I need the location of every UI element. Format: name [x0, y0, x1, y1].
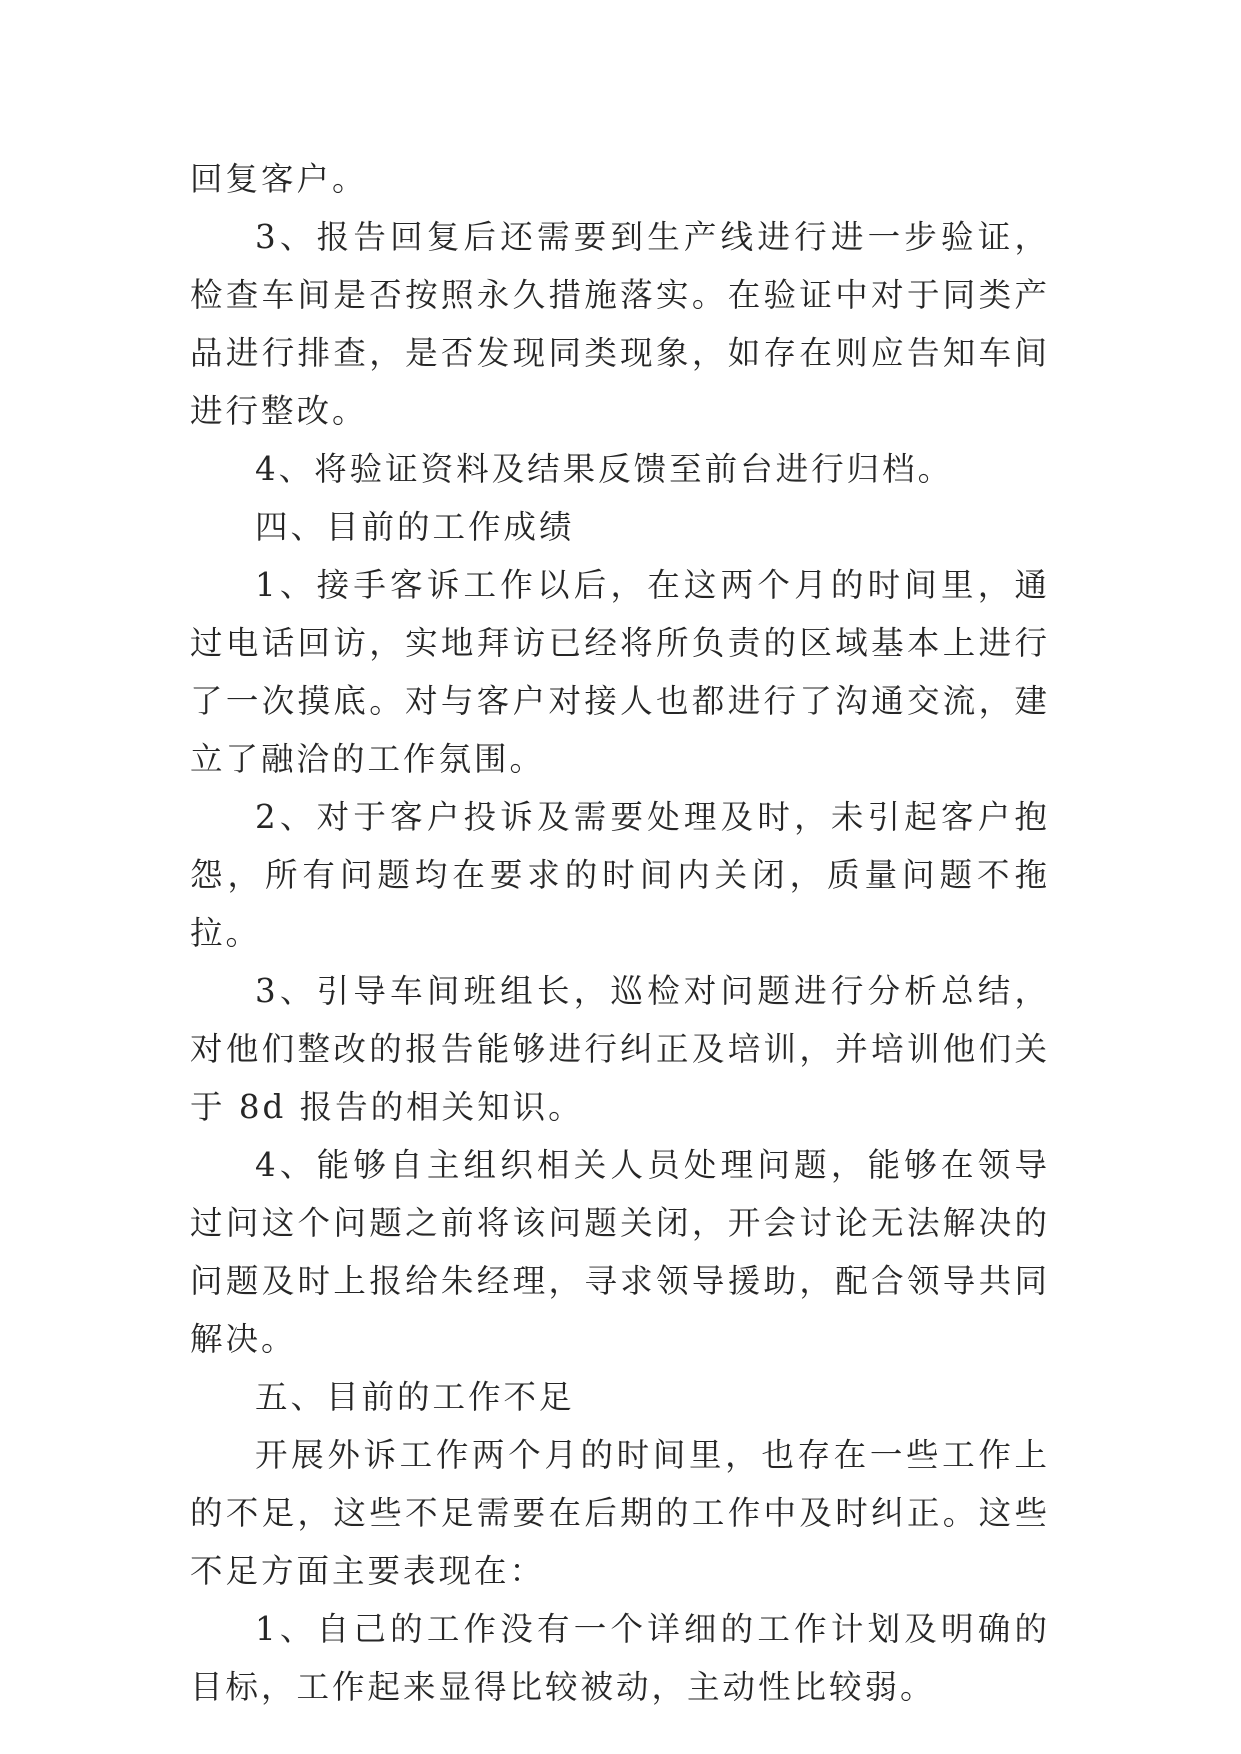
- section-heading-shortcomings: 五、目前的工作不足: [255, 1378, 575, 1416]
- paragraph-shortcoming-1: 1、自己的工作没有一个详细的工作计划及明确的目标，工作起来显得比较被动，主动性比较弱。: [190, 1610, 1050, 1706]
- paragraph-achievement-4: 4、能够自主组织相关人员处理问题，能够在领导过问这个问题之前将该问题关闭，开会讨论无法解决的问题及时上报给朱经理，寻求领导援助，配合领导共同解决。: [190, 1146, 1050, 1358]
- paragraph-verification-step-3: 3、报告回复后还需要到生产线进行进一步验证，检查车间是否按照永久措施落实。在验证中对于同类产品进行排查，是否发现同类现象，如存在则应告知车间进行整改。: [190, 218, 1050, 430]
- paragraph-reply-customer: 回复客户。: [190, 160, 368, 198]
- section-heading-achievements: 四、目前的工作成绩: [255, 508, 575, 546]
- paragraph-shortcomings-intro: 开展外诉工作两个月的时间里，也存在一些工作上的不足，这些不足需要在后期的工作中及时纠正。这些不足方面主要表现在：: [190, 1436, 1050, 1590]
- paragraph-achievement-1: 1、接手客诉工作以后，在这两个月的时间里，通过电话回访，实地拜访已经将所负责的区域基本上进行了一次摸底。对与客户对接人也都进行了沟通交流，建立了融洽的工作氛围。: [190, 566, 1050, 778]
- paragraph-achievement-3: 3、引导车间班组长，巡检对问题进行分析总结，对他们整改的报告能够进行纠正及培训，并培训他们关于 8d 报告的相关知识。: [190, 972, 1050, 1126]
- paragraph-verification-step-4: 4、将验证资料及结果反馈至前台进行归档。: [255, 450, 954, 488]
- paragraph-achievement-2: 2、对于客户投诉及需要处理及时，未引起客户抱怨，所有问题均在要求的时间内关闭，质量问题不拖拉。: [190, 798, 1050, 952]
- document-body: [190, 150, 1050, 1716]
